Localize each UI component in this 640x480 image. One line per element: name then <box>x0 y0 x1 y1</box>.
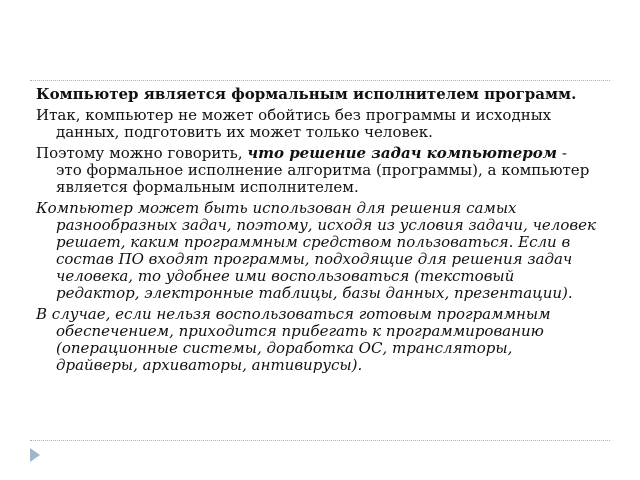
paragraph-3: Компьютер может быть использован для решения самых разнообразных задач, поэтому, исходя из условия задачи, человек решает, каким программным средством пользоваться. Если в состав ПО входят программы, подходящие для решения задач человека, то удобнее ими воспользоваться (текстовый редактор, электронные таблицы, базы данных, презентации). <box>36 199 596 302</box>
paragraph-2 <box>36 145 596 196</box>
top-divider <box>30 80 610 81</box>
slide-body <box>36 86 596 378</box>
bottom-divider <box>30 440 610 441</box>
paragraph-4: В случае, если нельзя воспользоваться готовым программным обеспечением, приходится прибегать к программированию (операционные системы, доработка ОС, трансляторы, драйверы, архиваторы, антивирусы). <box>36 305 551 374</box>
triangle-right-icon[interactable] <box>30 448 40 462</box>
slide-heading: Компьютер является формальным исполнителем программ. <box>36 85 577 103</box>
paragraph-2-emphasis: что решение задач компьютером <box>247 144 558 162</box>
paragraph-2-prefix: Поэтому можно говорить, <box>36 144 248 162</box>
paragraph-2-suffix: - это формальное исполнение алгоритма (программы), а компьютер является формальным исполнителем. <box>56 144 590 196</box>
paragraph-1: Итак, компьютер не может обойтись без программы и исходных данных, подготовить их может только человек. <box>36 106 552 141</box>
